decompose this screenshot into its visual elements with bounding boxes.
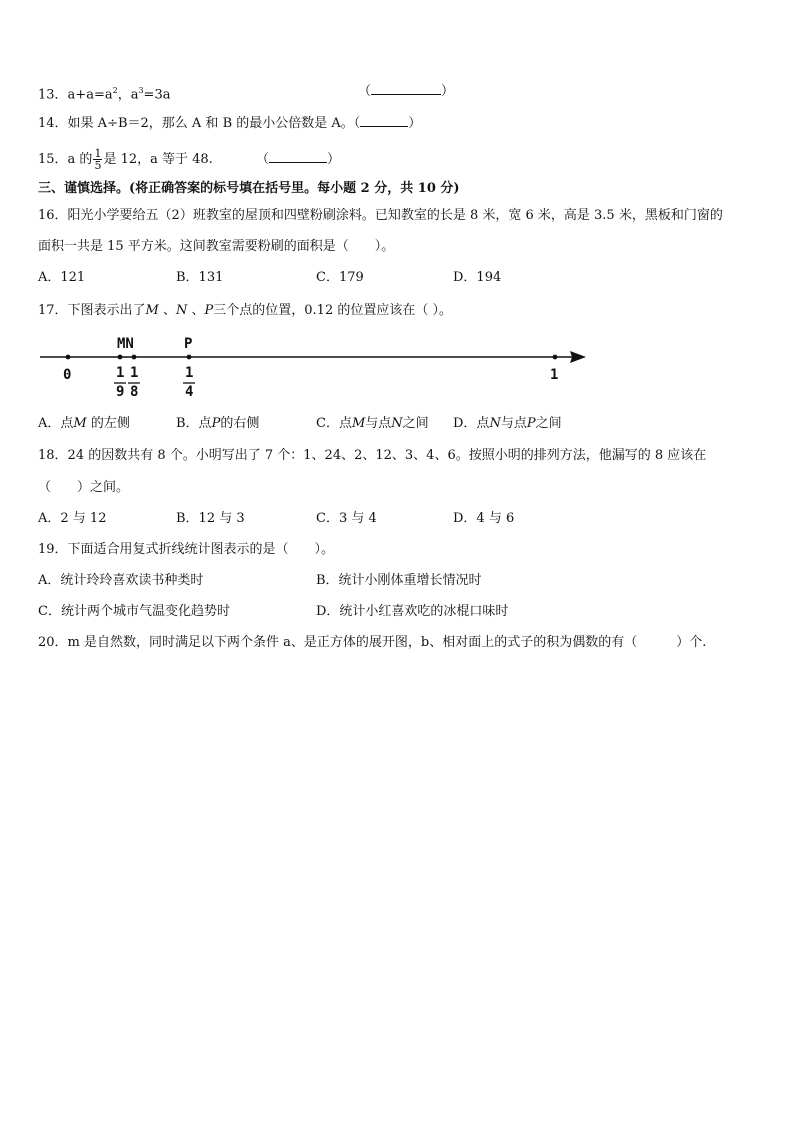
frac-N-den: 8 bbox=[130, 384, 139, 400]
option-b[interactable] bbox=[176, 415, 259, 433]
question-text: 是 12，a 等于 48. bbox=[103, 152, 213, 167]
frac-M-den: 9 bbox=[116, 384, 125, 400]
option-text: 之间 bbox=[535, 416, 562, 431]
question-text: 如果 A÷B＝2，那么 A 和 B 的最小公倍数是 A。 bbox=[67, 116, 354, 131]
option-text: 的左侧 bbox=[86, 416, 130, 431]
point-0 bbox=[66, 355, 71, 360]
paren-open: （ bbox=[358, 84, 372, 99]
var-N: N bbox=[176, 303, 188, 318]
answer-paren-13 bbox=[358, 82, 454, 101]
answer-blank-13[interactable] bbox=[371, 82, 441, 95]
frac-P-num: 1 bbox=[185, 365, 194, 381]
var-M: M bbox=[351, 416, 366, 431]
paren-open: （ bbox=[256, 152, 270, 167]
question-19: 19．下面适合用复式折线统计图表示的是（ ）。 bbox=[38, 542, 335, 557]
tick-label-1: 1 bbox=[550, 367, 559, 383]
var-P: P bbox=[204, 303, 214, 318]
question-text: =3a bbox=[143, 87, 171, 103]
question-16-line2: 面积一共是 15 平方米。这间教室需要粉刷的面积是（ ）。 bbox=[38, 239, 395, 254]
var-M: M bbox=[73, 416, 87, 431]
option-c[interactable] bbox=[316, 415, 429, 433]
tick-label-0: 0 bbox=[63, 367, 72, 383]
option-text: 之间 bbox=[402, 416, 429, 431]
number-line-diagram bbox=[0, 330, 794, 410]
var-P: P bbox=[211, 416, 221, 431]
option-text: D．点 bbox=[453, 416, 490, 431]
question-text: 17．下图表示出了 bbox=[38, 303, 146, 318]
fraction-denominator: 5 bbox=[94, 159, 102, 172]
var-P: P bbox=[526, 416, 536, 431]
point-M bbox=[118, 355, 123, 360]
label-P: P bbox=[184, 336, 193, 352]
frac-M-num: 1 bbox=[116, 365, 125, 381]
answer-blank-14[interactable] bbox=[360, 114, 408, 127]
question-14 bbox=[38, 114, 421, 133]
option-d[interactable] bbox=[453, 415, 562, 433]
question-number: 15． bbox=[38, 152, 68, 167]
option-text: 的右侧 bbox=[220, 416, 260, 431]
option-d[interactable]: D．统计小红喜欢吃的冰棍口味时 bbox=[316, 604, 509, 619]
paren-close: ） bbox=[441, 84, 455, 99]
fraction bbox=[93, 148, 102, 171]
question-text: 三个点的位置，0.12 的位置应该在（ ）。 bbox=[213, 303, 452, 318]
question-number: 13． bbox=[38, 87, 68, 103]
option-text: 与点 bbox=[500, 416, 527, 431]
option-a[interactable] bbox=[38, 415, 130, 433]
paren-close: ） bbox=[327, 152, 341, 167]
option-text: B．点 bbox=[176, 416, 212, 431]
point-N bbox=[132, 355, 137, 360]
paren-open: （ bbox=[353, 116, 361, 131]
option-d[interactable]: D．4 与 6 bbox=[453, 511, 515, 526]
point-P bbox=[187, 355, 192, 360]
question-18-line2: （ ）之间。 bbox=[38, 480, 130, 495]
paren-close: ） bbox=[408, 116, 422, 131]
var-M: M bbox=[145, 303, 159, 318]
option-c[interactable]: C．统计两个城市气温变化趋势时 bbox=[38, 604, 230, 619]
arrow-head-icon bbox=[570, 351, 586, 363]
question-text: a 的 bbox=[67, 152, 93, 167]
question-number: 14． bbox=[38, 116, 68, 131]
option-text: C．点 bbox=[316, 416, 352, 431]
section-title: 三、谨慎选择。(将正确答案的标号填在括号里。每小题 2 分，共 10 分) bbox=[38, 181, 460, 196]
option-text: A．点 bbox=[38, 416, 74, 431]
option-b[interactable]: B．统计小刚体重增长情况时 bbox=[316, 573, 482, 588]
option-b[interactable]: B．12 与 3 bbox=[176, 511, 245, 526]
question-17 bbox=[38, 302, 452, 320]
label-MN: MN bbox=[117, 336, 134, 352]
answer-blank-15[interactable] bbox=[269, 150, 327, 163]
option-c[interactable]: C．3 与 4 bbox=[316, 511, 377, 526]
superscript: 2 bbox=[112, 86, 118, 95]
option-d[interactable]: D．194 bbox=[453, 270, 502, 285]
superscript: 3 bbox=[138, 86, 144, 95]
var-N: N bbox=[391, 416, 403, 431]
point-1 bbox=[553, 355, 558, 360]
option-a[interactable]: A．统计玲玲喜欢读书种类时 bbox=[38, 573, 204, 588]
answer-paren-15 bbox=[256, 150, 340, 169]
frac-N-num: 1 bbox=[130, 365, 139, 381]
separator: 、 bbox=[158, 303, 176, 318]
option-a[interactable]: A．2 与 12 bbox=[38, 511, 107, 526]
option-text: 与点 bbox=[365, 416, 392, 431]
separator: 、 bbox=[187, 303, 205, 318]
option-a[interactable]: A．121 bbox=[38, 270, 86, 285]
fraction-numerator: 1 bbox=[94, 147, 102, 160]
frac-P-den: 4 bbox=[185, 384, 194, 400]
question-15 bbox=[38, 148, 213, 170]
var-N: N bbox=[489, 416, 501, 431]
option-c[interactable]: C．179 bbox=[316, 270, 364, 285]
question-20: 20．m 是自然数，同时满足以下两个条件 a、是正方体的展开图，b、相对面上的式子的积为偶数的有（ ）个. bbox=[38, 635, 707, 650]
question-text: a+a=a bbox=[67, 87, 113, 103]
question-text: ，a bbox=[117, 87, 139, 103]
question-16-line1: 16．阳光小学要给五（2）班教室的屋顶和四壁粉刷涂料。已知教室的长是 8 米，宽 6 米，高是 3.5 米，黑板和门窗的 bbox=[38, 208, 723, 223]
question-18-line1: 18．24 的因数共有 8 个。小明写出了 7 个：1、24、2、12、3、4、6。按照小明的排列方法，他漏写的 8 应该在 bbox=[38, 448, 707, 463]
option-b[interactable]: B．131 bbox=[176, 270, 224, 285]
question-13 bbox=[38, 82, 170, 104]
